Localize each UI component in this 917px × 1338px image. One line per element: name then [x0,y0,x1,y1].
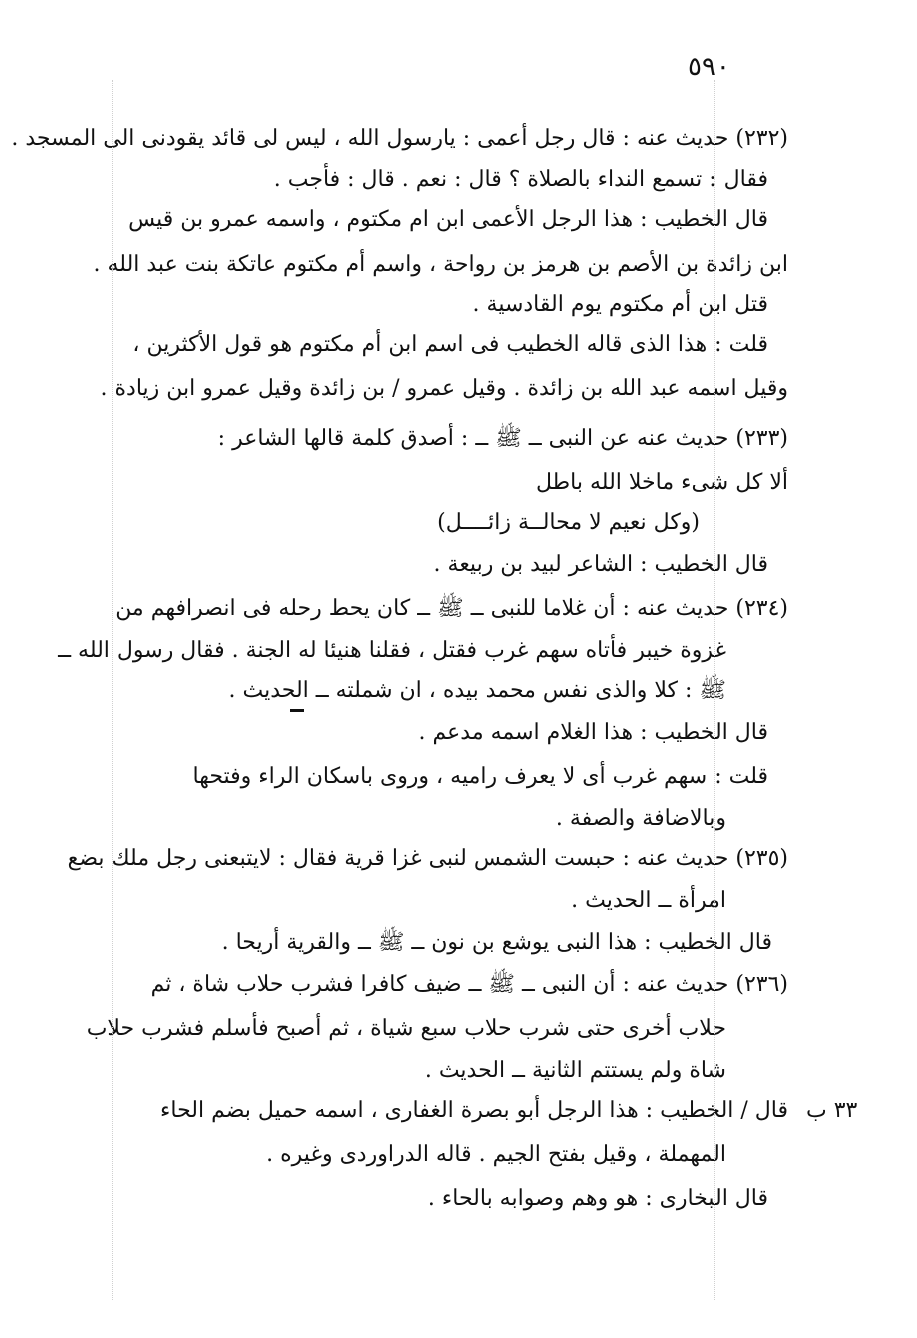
page-number: ٥٩٠ [688,52,730,82]
text-line-11: غزوة خيبر فأتاه سهم غرب فقتل ، فقلنا هنيئا له الجنة . فقال رسول الله ــ [58,638,726,663]
text-line-8: (٢٣٣) حديث عنه عن النبى ــ ﷺ ــ : أصدق كلمة قالها الشاعر : [217,426,788,451]
text-line-15: وبالاضافة والصفة . [555,806,726,831]
verse-line-2: (وكل نعيم لا محالــة زائــــل) [437,510,700,535]
margin-folio-note: ٣٣ ب [806,1098,858,1123]
text-line-14: قلت : سهم غرب أى لا يعرف راميه ، وروى باسكان الراء وفتحها [192,764,768,789]
text-line-13: قال الخطيب : هذا الغلام اسمه مدعم . [418,720,768,745]
text-line-5: قتل ابن أم مكتوم يوم القادسية . [472,292,768,317]
text-line-3: قال الخطيب : هذا الرجل الأعمى ابن ام مكتوم ، واسمه عمرو بن قيس [128,207,768,232]
text-line-9: قال الخطيب : الشاعر لبيد بن ربيعة . [433,552,768,577]
text-line-4: ابن زائدة بن الأصم بن هرمز بن رواحة ، واسم أم مكتوم عاتكة بنت عبد الله . [93,252,788,277]
text-line-10: (٢٣٤) حديث عنه : أن غلاما للنبى ــ ﷺ ــ كان يحط رحله فى انصرافهم من [115,596,788,621]
text-line-2: فقال : تسمع النداء بالصلاة ؟ قال : نعم . قال : فأجب . [273,167,768,192]
verse-line-1: ألا كل شىء ماخلا الله باطل [536,470,788,495]
text-line-23: المهملة ، وقيل بفتح الجيم . قاله الدراوردى وغيره . [266,1142,726,1167]
text-line-19: (٢٣٦) حديث عنه : أن النبى ــ ﷺ ــ ضيف كافرا فشرب حلاب شاة ، ثم [150,972,788,997]
text-line-18: قال الخطيب : هذا النبى يوشع بن نون ــ ﷺ ــ والقرية أريحا . [221,930,772,955]
scan-dotted-edge-right [714,80,716,1300]
text-line-20: حلاب أخرى حتى شرب حلاب سبع شياة ، ثم أصبح فأسلم فشرب حلاب [86,1016,726,1041]
text-line-1: (٢٣٢) حديث عنه : قال رجل أعمى : يارسول الله ، ليس لى قائد يقودنى الى المسجد . [11,126,788,151]
text-line-7: وقيل اسمه عبد الله بن زائدة . وقيل عمرو / بن زائدة وقيل عمرو ابن زيادة . [100,376,788,401]
text-line-6: قلت : هذا الذى قاله الخطيب فى اسم ابن أم مكتوم هو قول الأكثرين ، [132,332,768,357]
text-line-21: شاة ولم يستتم الثانية ــ الحديث . [424,1058,726,1083]
text-line-12: ﷺ : كلا والذى نفس محمد بيده ، ان شملته ــ الحديث . [228,678,726,703]
underline-mark [290,709,304,712]
text-line-24: قال البخارى : هو وهم وصوابه بالحاء . [427,1186,768,1211]
text-line-16: (٢٣٥) حديث عنه : حبست الشمس لنبى غزا قرية فقال : لايتبعنى رجل ملك بضع [67,846,788,871]
scan-dotted-edge-left [112,80,114,1300]
text-line-22: قال / الخطيب : هذا الرجل أبو بصرة الغفارى ، اسمه حميل بضم الحاء [160,1098,788,1123]
text-line-17: امرأة ــ الحديث . [571,888,726,913]
